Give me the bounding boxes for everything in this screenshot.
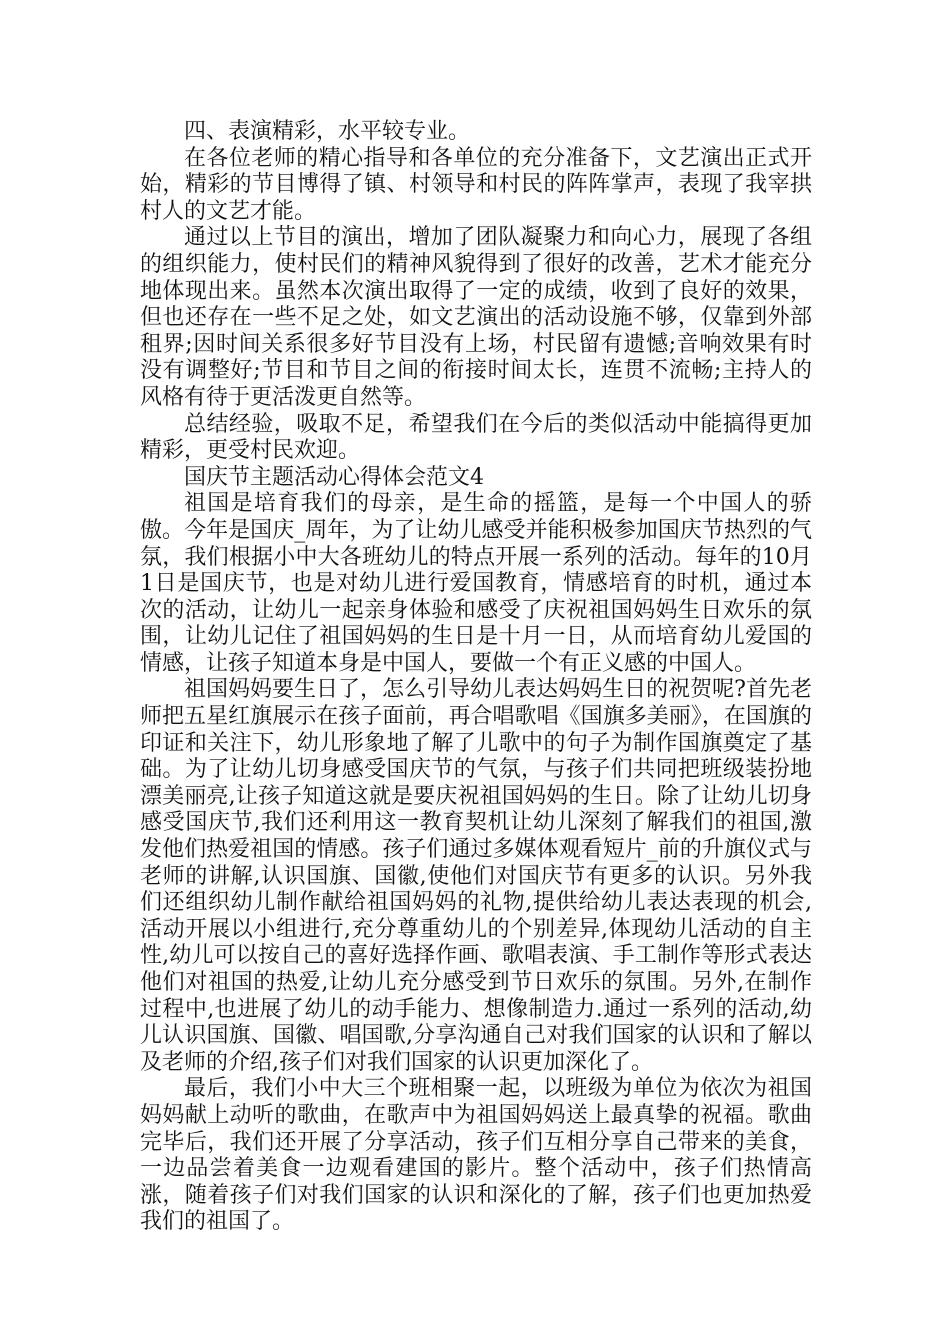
section-heading-performance: 四、表演精彩，水平较专业。 bbox=[184, 119, 471, 144]
document-body bbox=[140, 119, 812, 1236]
paragraph: 祖国妈妈要生日了，怎么引导幼儿表达妈妈生日的祝贺呢?首先老师把五星红旗展示在孩子面前，再合唱歌唱《国旗多美丽》，在国旗的印证和关注下，幼儿形象地了解了儿歌中的句子为制作国旗奠定了基础。为了让幼儿切身感受国庆节的气氛，与孩子们共同把班级装扮地漂美丽亮,让孩子知道这就是要庆祝祖国妈妈的生日。除了让幼儿切身感受国庆节,我们还利用这一教育契机让幼儿深刻了解我们的祖国,激发他们热爱祖国的情感。孩子们通过多媒体观看短片_前的升旗仪式与老师的讲解,认识国旗、国徽,使他们对国庆节有更多的认识。另外我们还组织幼儿制作献给祖国妈妈的礼物,提供给幼儿表达表现的机会,活动开展以小组进行,充分尊重幼儿的个别差异,体现幼儿活动的自主性,幼儿可以按自己的喜好选择作画、歌唱表演、手工制作等形式表达他们对祖国的热爱,让幼儿充分感受到节日欢乐的氛围。另外,在制作过程中,也进展了幼儿的动手能力、想像制造力.通过一系列的活动,幼儿认识国旗、国徽、唱国歌,分享沟通自己对我们国家的认识和了解以及老师的介绍,孩子们对我们国家的认识更加深化了。 bbox=[140, 677, 812, 1075]
paragraph: 总结经验，吸取不足，希望我们在今后的类似活动中能搞得更加精彩，更受村民欢迎。 bbox=[140, 411, 812, 464]
article-title: 国庆节主题活动心得体会范文4 bbox=[184, 464, 484, 490]
paragraph: 最后，我们小中大三个班相聚一起，以班级为单位为依次为祖国妈妈献上动听的歌曲，在歌声中为祖国妈妈送上最真挚的祝福。歌曲完毕后，我们还开展了分享活动，孩子们互相分享自己带来的美食，一边品尝着美食一边观看建国的影片。整个活动中，孩子们热情高涨，随着孩子们对我们国家的认识和深化的了解，孩子们也更加热爱我们的祖国了。 bbox=[140, 1076, 812, 1235]
paragraph: 在各位老师的精心指导和各单位的充分准备下，文艺演出正式开始，精彩的节目博得了镇、村领导和村民的阵阵掌声，表现了我宰拱村人的文艺才能。 bbox=[140, 145, 812, 224]
paragraph: 通过以上节目的演出，增加了团队凝聚力和向心力，展现了各组的组织能力，使村民们的精神风貌得到了很好的改善，艺术才能充分地体现出来。虽然本次演出取得了一定的成绩，收到了良好的效果，但也还存在一些不足之处，如文艺演出的活动设施不够，仅靠到外部租界;因时间关系很多好节目没有上场，村民留有遗憾;音响效果有时没有调整好;节目和节目之间的衔接时间太长，连贯不流畅;主持人的风格有待于更活泼更自然等。 bbox=[140, 225, 812, 410]
paragraph: 祖国是培育我们的母亲，是生命的摇篮，是每一个中国人的骄傲。今年是国庆_周年，为了让幼儿感受并能积极参加国庆节热烈的气氛，我们根据小中大各班幼儿的特点开展一系列的活动。每年的10月1日是国庆节，也是对幼儿进行爱国教育，情感培育的时机，通过本次的活动，让幼儿一起亲身体验和感受了庆祝祖国妈妈生日欢乐的氛围，让幼儿记住了祖国妈妈的生日是十月一日，从而培育幼儿爱国的情感，让孩子知道本身是中国人，要做一个有正义感的中国人。 bbox=[140, 491, 812, 676]
